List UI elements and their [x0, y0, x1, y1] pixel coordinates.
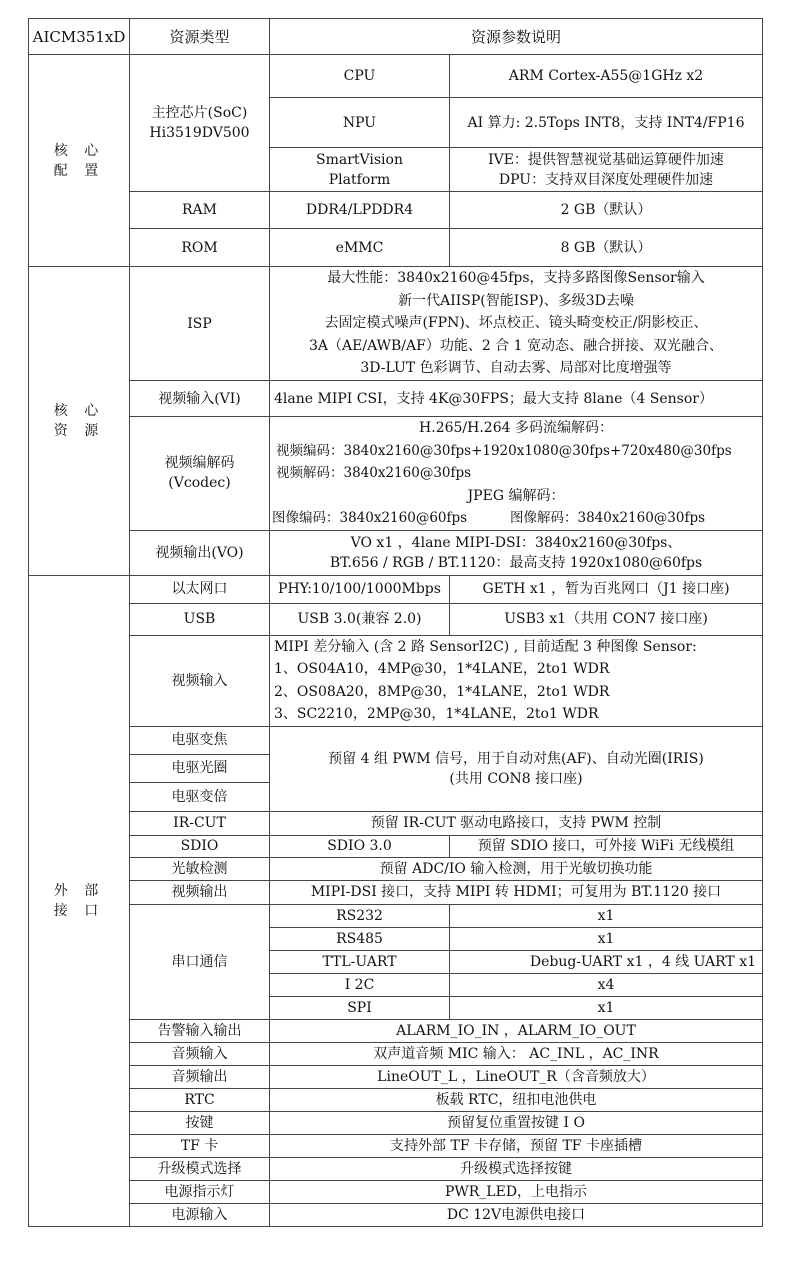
- alarm-value: ALARM_IO_IN ，ALARM_IO_OUT: [270, 1019, 763, 1042]
- video-out-name: 视频输出: [130, 880, 270, 904]
- video-in-name: 视频输入: [130, 635, 270, 726]
- motor-mag-name: 电驱变倍: [130, 782, 270, 811]
- upgrade-value: 升级模式选择按键: [270, 1157, 763, 1180]
- usb-row: [29, 603, 763, 635]
- soc-cell: 主控芯片(SoC) Hi3519DV500: [130, 55, 270, 192]
- vi-value: 4lane MIPI CSI，支持 4K@30FPS；最大支持 8lane（4 Sensor）: [270, 381, 763, 417]
- key-row: [29, 1111, 763, 1134]
- serial-name: 串口通信: [130, 904, 270, 1019]
- cpu-name: CPU: [270, 55, 450, 98]
- tf-name: TF 卡: [130, 1134, 270, 1157]
- npu-name: NPU: [270, 98, 450, 148]
- audio-out-name: 音频输出: [130, 1065, 270, 1088]
- ethernet-row: [29, 575, 763, 603]
- sdio-row: [29, 835, 763, 857]
- power-in-row: [29, 1203, 763, 1226]
- header-desc: 资源参数说明: [270, 19, 763, 55]
- vcodec-value: H.265/H.264 多码流编解码： 视频编码：3840x2160@30fps+1920x1080@30fps+720x480@30fps 视频解码：3840x2160@30fps JPEG 编解码： 图像编码：3840x2160@60fps 图像解码：3840x2160@30fps: [270, 417, 763, 531]
- power-led-value: PWR_LED，上电指示: [270, 1180, 763, 1203]
- key-value: 预留复位重置按键 I O: [270, 1111, 763, 1134]
- motor-iris-name: 电驱光圈: [130, 754, 270, 782]
- cpu-row: [29, 55, 763, 98]
- sdio-value: 预留 SDIO 接口，可外接 WiFi 无线模组: [450, 835, 763, 857]
- rom-type: eMMC: [270, 229, 450, 267]
- tf-row: [29, 1134, 763, 1157]
- power-led-name: 电源指示灯: [130, 1180, 270, 1203]
- smartvision-value: IVE：提供智慧视觉基础运算硬件加速 DPU：支持双目深度处理硬件加速: [450, 148, 763, 192]
- rtc-value: 板载 RTC，纽扣电池供电: [270, 1088, 763, 1111]
- rtc-name: RTC: [130, 1088, 270, 1111]
- motor-zoom-name: 电驱变焦: [130, 726, 270, 754]
- serial-type: RS485: [270, 927, 450, 950]
- serial-value: x1: [450, 996, 763, 1019]
- ram-type: DDR4/LPDDR4: [270, 192, 450, 229]
- audio-in-row: [29, 1042, 763, 1065]
- category-core-config: 核 心 配 置: [29, 55, 130, 267]
- tf-value: 支持外部 TF 卡存储，预留 TF 卡座插槽: [270, 1134, 763, 1157]
- vcodec-row: [29, 417, 763, 531]
- vi-row: [29, 381, 763, 417]
- alarm-row: [29, 1019, 763, 1042]
- serial-type: SPI: [270, 996, 450, 1019]
- serial-value: x4: [450, 973, 763, 996]
- light-value: 预留 ADC/IO 输入检测，用于光敏切换功能: [270, 857, 763, 880]
- ram-value: 2 GB（默认）: [450, 192, 763, 229]
- rom-name: ROM: [130, 229, 270, 267]
- usb-name: USB: [130, 603, 270, 635]
- spec-table: [28, 18, 763, 1227]
- key-name: 按键: [130, 1111, 270, 1134]
- video-in-value: MIPI 差分输入 (含 2 路 SensorI2C) , 目前适配 3 种图像 Sensor: 1、OS04A10，4MP@30，1*4LANE，2to1 WDR 2、OS08A20，8MP@30，1*4LANE，2to1 WDR 3、SC2210，2MP@30，1*4LANE，2to1 WDR: [270, 635, 763, 726]
- upgrade-row: [29, 1157, 763, 1180]
- video-out-value: MIPI-DSI 接口，支持 MIPI 转 HDMI；可复用为 BT.1120 接口: [270, 880, 763, 904]
- category-core-resource: 核 心 资 源: [29, 267, 130, 576]
- power-led-row: [29, 1180, 763, 1203]
- ethernet-phy: PHY:10/100/1000Mbps: [270, 575, 450, 603]
- audio-out-value: LineOUT_L ，LineOUT_R（含音频放大）: [270, 1065, 763, 1088]
- serial-value: x1: [450, 927, 763, 950]
- ircut-value: 预留 IR-CUT 驱动电路接口，支持 PWM 控制: [270, 811, 763, 835]
- ethernet-name: 以太网口: [130, 575, 270, 603]
- light-name: 光敏检测: [130, 857, 270, 880]
- cpu-value: ARM Cortex-A55@1GHz x2: [450, 55, 763, 98]
- motor-zoom-row: [29, 726, 763, 754]
- usb-type: USB 3.0(兼容 2.0): [270, 603, 450, 635]
- header-row: [29, 19, 763, 55]
- rom-row: [29, 229, 763, 267]
- isp-row: [29, 267, 763, 381]
- ethernet-value: GETH x1 ，暂为百兆网口（J1 接口座): [450, 575, 763, 603]
- serial-type: TTL-UART: [270, 950, 450, 973]
- serial-rs232-row: [29, 904, 763, 927]
- sdio-type: SDIO 3.0: [270, 835, 450, 857]
- category-interfaces: 外 部 接 口: [29, 575, 130, 1226]
- video-out-row: [29, 880, 763, 904]
- power-in-value: DC 12V电源供电接口: [270, 1203, 763, 1226]
- motor-value: 预留 4 组 PWM 信号，用于自动对焦(AF)、自动光圈(IRIS) (共用 CON8 接口座): [270, 726, 763, 811]
- audio-in-value: 双声道音频 MIC 输入： AC_INL ，AC_INR: [270, 1042, 763, 1065]
- upgrade-name: 升级模式选择: [130, 1157, 270, 1180]
- serial-value: x1: [450, 904, 763, 927]
- vo-row: [29, 530, 763, 575]
- header-model: AICM351xD: [29, 19, 130, 55]
- header-type: 资源类型: [130, 19, 270, 55]
- smartvision-name: SmartVision Platform: [270, 148, 450, 192]
- isp-name: ISP: [130, 267, 270, 381]
- vo-name: 视频输出(VO): [130, 530, 270, 575]
- npu-value: AI 算力: 2.5Tops INT8，支持 INT4/FP16: [450, 98, 763, 148]
- ram-row: [29, 192, 763, 229]
- ircut-name: IR-CUT: [130, 811, 270, 835]
- ircut-row: [29, 811, 763, 835]
- audio-out-row: [29, 1065, 763, 1088]
- light-row: [29, 857, 763, 880]
- power-in-name: 电源输入: [130, 1203, 270, 1226]
- vi-name: 视频输入(VI): [130, 381, 270, 417]
- serial-type: I 2C: [270, 973, 450, 996]
- audio-in-name: 音频输入: [130, 1042, 270, 1065]
- isp-value: 最大性能：3840x2160@45fps，支持多路图像Sensor输入 新一代AIISP(智能ISP)、多级3D去噪 去固定模式噪声(FPN)、坏点校正、镜头畸变校正/阴影校正、 3A（AE/AWB/AF）功能、2 合 1 宽动态、融合拼接、双光融合、 3D-LUT 色彩调节、自动去雾、局部对比度增强等: [270, 267, 763, 381]
- usb-value: USB3 x1（共用 CON7 接口座): [450, 603, 763, 635]
- serial-type: RS232: [270, 904, 450, 927]
- sdio-name: SDIO: [130, 835, 270, 857]
- alarm-name: 告警输入输出: [130, 1019, 270, 1042]
- serial-value: Debug-UART x1 ，4 线 UART x1: [450, 950, 763, 973]
- rom-value: 8 GB（默认）: [450, 229, 763, 267]
- video-in-row: [29, 635, 763, 726]
- vo-value: VO x1 ，4lane MIPI-DSI：3840x2160@30fps、 BT.656 / RGB / BT.1120：最高支持 1920x1080@60fps: [270, 530, 763, 575]
- vcodec-name: 视频编解码 (Vcodec): [130, 417, 270, 531]
- ram-name: RAM: [130, 192, 270, 229]
- rtc-row: [29, 1088, 763, 1111]
